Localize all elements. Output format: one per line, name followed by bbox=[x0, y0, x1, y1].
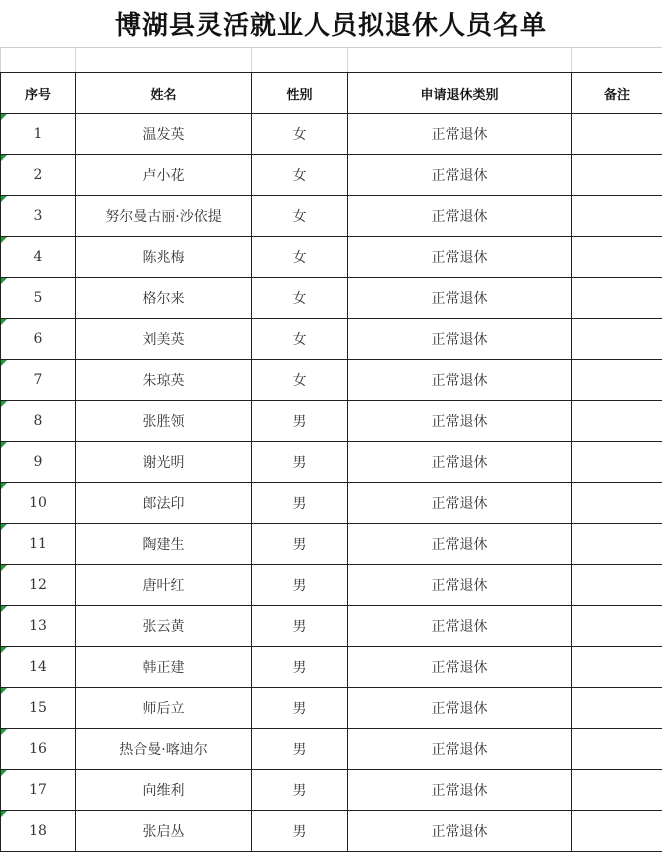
index-cell[interactable] bbox=[1, 401, 76, 442]
table-row bbox=[1, 155, 662, 196]
gender-cell-text: 男 bbox=[293, 742, 307, 758]
retirement-type-cell-text: 正常退休 bbox=[432, 414, 488, 430]
gender-cell[interactable] bbox=[252, 155, 348, 196]
name-cell[interactable] bbox=[76, 770, 252, 811]
cell-marker-icon bbox=[1, 811, 7, 817]
index-cell-text: 17 bbox=[29, 782, 47, 798]
index-cell-text: 1 bbox=[34, 126, 43, 142]
retirement-type-cell-text: 正常退休 bbox=[432, 619, 488, 635]
retirement-type-cell-text: 正常退休 bbox=[432, 701, 488, 717]
cell-marker-icon bbox=[1, 565, 7, 571]
cell-marker-icon bbox=[1, 155, 7, 161]
name-cell-text: 张胜领 bbox=[143, 414, 185, 430]
blank-cell[interactable] bbox=[252, 48, 348, 73]
cell-marker-icon bbox=[1, 729, 7, 735]
name-cell[interactable] bbox=[76, 483, 252, 524]
name-cell[interactable] bbox=[76, 401, 252, 442]
retirement-type-cell-text: 正常退休 bbox=[432, 250, 488, 266]
retirement-type-cell[interactable] bbox=[348, 319, 572, 360]
retirement-type-cell-text: 正常退休 bbox=[432, 168, 488, 184]
retirement-type-cell-text: 正常退休 bbox=[432, 660, 488, 676]
note-cell[interactable] bbox=[572, 196, 662, 237]
blank-row bbox=[1, 48, 662, 73]
retirement-type-cell[interactable] bbox=[348, 196, 572, 237]
retirement-type-cell[interactable] bbox=[348, 237, 572, 278]
index-cell-text: 5 bbox=[34, 290, 43, 306]
retirement-type-cell-text: 正常退休 bbox=[432, 496, 488, 512]
retirement-type-cell-text: 正常退休 bbox=[432, 455, 488, 471]
table-row bbox=[1, 524, 662, 565]
gender-cell[interactable] bbox=[252, 483, 348, 524]
name-cell[interactable] bbox=[76, 606, 252, 647]
gender-cell-text: 男 bbox=[293, 496, 307, 512]
column-header-gender[interactable]: 性别 bbox=[252, 73, 348, 114]
table-row bbox=[1, 688, 662, 729]
blank-cell[interactable] bbox=[76, 48, 252, 73]
index-cell[interactable] bbox=[1, 811, 76, 852]
gender-cell[interactable] bbox=[252, 606, 348, 647]
cell-marker-icon bbox=[1, 319, 7, 325]
cell-marker-icon bbox=[1, 401, 7, 407]
index-cell-text: 3 bbox=[34, 208, 43, 224]
name-cell-text: 向维利 bbox=[143, 783, 185, 799]
index-cell[interactable] bbox=[1, 647, 76, 688]
retirement-type-cell[interactable] bbox=[348, 647, 572, 688]
gender-cell[interactable] bbox=[252, 729, 348, 770]
cell-marker-icon bbox=[1, 647, 7, 653]
blank-cell[interactable] bbox=[348, 48, 572, 73]
index-cell[interactable] bbox=[1, 524, 76, 565]
gender-cell[interactable] bbox=[252, 196, 348, 237]
retirement-type-cell[interactable] bbox=[348, 811, 572, 852]
index-cell[interactable] bbox=[1, 729, 76, 770]
name-cell-text: 温发英 bbox=[143, 127, 185, 143]
gender-cell-text: 男 bbox=[293, 455, 307, 471]
name-cell-text: 谢光明 bbox=[143, 455, 185, 471]
note-cell[interactable] bbox=[572, 278, 662, 319]
index-cell[interactable] bbox=[1, 155, 76, 196]
name-cell[interactable] bbox=[76, 729, 252, 770]
note-cell[interactable] bbox=[572, 688, 662, 729]
cell-marker-icon bbox=[1, 483, 7, 489]
name-cell[interactable] bbox=[76, 278, 252, 319]
retirement-type-cell[interactable] bbox=[348, 360, 572, 401]
index-cell[interactable] bbox=[1, 565, 76, 606]
cell-marker-icon bbox=[1, 606, 7, 612]
gender-cell-text: 女 bbox=[293, 250, 307, 266]
name-cell-text: 努尔曼古丽·沙依提 bbox=[105, 209, 221, 225]
name-cell-text: 刘美英 bbox=[143, 332, 185, 348]
index-cell-text: 14 bbox=[29, 659, 47, 675]
gender-cell-text: 女 bbox=[293, 209, 307, 225]
index-cell-text: 10 bbox=[29, 495, 47, 511]
note-cell[interactable] bbox=[572, 565, 662, 606]
index-cell-text: 18 bbox=[29, 823, 47, 839]
note-cell[interactable] bbox=[572, 729, 662, 770]
index-cell[interactable] bbox=[1, 442, 76, 483]
name-cell-text: 师后立 bbox=[143, 701, 185, 717]
gender-cell-text: 女 bbox=[293, 291, 307, 307]
retirement-type-cell-text: 正常退休 bbox=[432, 742, 488, 758]
column-header-note[interactable]: 备注 bbox=[572, 73, 662, 114]
table-row bbox=[1, 606, 662, 647]
name-cell[interactable] bbox=[76, 237, 252, 278]
note-cell[interactable] bbox=[572, 319, 662, 360]
gender-cell[interactable] bbox=[252, 278, 348, 319]
retirement-type-cell[interactable] bbox=[348, 401, 572, 442]
gender-cell[interactable] bbox=[252, 114, 348, 155]
note-cell[interactable] bbox=[572, 401, 662, 442]
index-cell-text: 12 bbox=[29, 577, 47, 593]
table-row bbox=[1, 278, 662, 319]
table-row bbox=[1, 360, 662, 401]
index-cell[interactable] bbox=[1, 360, 76, 401]
retirement-type-cell-text: 正常退休 bbox=[432, 332, 488, 348]
table-row bbox=[1, 319, 662, 360]
gender-cell[interactable] bbox=[252, 647, 348, 688]
cell-marker-icon bbox=[1, 360, 7, 366]
table-row bbox=[1, 565, 662, 606]
table-row bbox=[1, 196, 662, 237]
index-cell-text: 15 bbox=[29, 700, 47, 716]
table-row bbox=[1, 237, 662, 278]
gender-cell[interactable] bbox=[252, 524, 348, 565]
retirement-type-cell-text: 正常退休 bbox=[432, 537, 488, 553]
gender-cell-text: 男 bbox=[293, 414, 307, 430]
note-cell[interactable] bbox=[572, 811, 662, 852]
index-cell-text: 8 bbox=[34, 413, 43, 429]
index-cell-text: 6 bbox=[34, 331, 43, 347]
name-cell-text: 朱琼英 bbox=[143, 373, 185, 389]
name-cell[interactable] bbox=[76, 565, 252, 606]
gender-cell[interactable] bbox=[252, 401, 348, 442]
table-row bbox=[1, 442, 662, 483]
index-cell[interactable] bbox=[1, 606, 76, 647]
table-row bbox=[1, 770, 662, 811]
gender-cell-text: 男 bbox=[293, 578, 307, 594]
cell-marker-icon bbox=[1, 278, 7, 284]
retirement-type-cell-text: 正常退休 bbox=[432, 824, 488, 840]
gender-cell-text: 女 bbox=[293, 373, 307, 389]
retirement-type-cell[interactable] bbox=[348, 565, 572, 606]
note-cell[interactable] bbox=[572, 114, 662, 155]
retirement-type-cell[interactable] bbox=[348, 114, 572, 155]
note-cell[interactable] bbox=[572, 770, 662, 811]
table-row bbox=[1, 647, 662, 688]
column-header-name[interactable]: 姓名 bbox=[76, 73, 252, 114]
table-row bbox=[1, 729, 662, 770]
index-cell-text: 9 bbox=[34, 454, 43, 470]
gender-cell-text: 女 bbox=[293, 168, 307, 184]
gender-cell[interactable] bbox=[252, 770, 348, 811]
blank-cell[interactable] bbox=[1, 48, 76, 73]
name-cell[interactable] bbox=[76, 524, 252, 565]
index-cell[interactable] bbox=[1, 278, 76, 319]
retirement-type-cell[interactable] bbox=[348, 483, 572, 524]
cell-marker-icon bbox=[1, 688, 7, 694]
cell-marker-icon bbox=[1, 442, 7, 448]
gender-cell[interactable] bbox=[252, 442, 348, 483]
gender-cell[interactable] bbox=[252, 319, 348, 360]
name-cell[interactable] bbox=[76, 442, 252, 483]
index-cell[interactable] bbox=[1, 196, 76, 237]
note-cell[interactable] bbox=[572, 237, 662, 278]
retirement-type-cell-text: 正常退休 bbox=[432, 127, 488, 143]
name-cell[interactable] bbox=[76, 155, 252, 196]
name-cell-text: 张启丛 bbox=[143, 824, 185, 840]
index-cell[interactable] bbox=[1, 319, 76, 360]
gender-cell-text: 男 bbox=[293, 783, 307, 799]
retirement-type-cell-text: 正常退休 bbox=[432, 373, 488, 389]
retiree-table bbox=[0, 48, 662, 852]
document-title: 博湖县灵活就业人员拟退休人员名单 bbox=[0, 0, 662, 48]
name-cell[interactable] bbox=[76, 114, 252, 155]
gender-cell-text: 男 bbox=[293, 619, 307, 635]
name-cell-text: 陶建生 bbox=[143, 537, 185, 553]
name-cell[interactable] bbox=[76, 319, 252, 360]
index-cell[interactable] bbox=[1, 688, 76, 729]
cell-marker-icon bbox=[1, 114, 7, 120]
note-cell[interactable] bbox=[572, 360, 662, 401]
table-row bbox=[1, 483, 662, 524]
index-cell[interactable] bbox=[1, 483, 76, 524]
index-cell-text: 16 bbox=[29, 741, 47, 757]
gender-cell[interactable] bbox=[252, 237, 348, 278]
cell-marker-icon bbox=[1, 237, 7, 243]
name-cell-text: 陈兆梅 bbox=[143, 250, 185, 266]
note-cell[interactable] bbox=[572, 155, 662, 196]
name-cell-text: 唐叶红 bbox=[143, 578, 185, 594]
name-cell-text: 张云黄 bbox=[143, 619, 185, 635]
retirement-type-cell[interactable] bbox=[348, 442, 572, 483]
cell-marker-icon bbox=[1, 196, 7, 202]
cell-marker-icon bbox=[1, 524, 7, 530]
index-cell-text: 4 bbox=[34, 249, 43, 265]
column-header-type[interactable]: 申请退休类别 bbox=[348, 73, 572, 114]
name-cell-text: 韩正建 bbox=[143, 660, 185, 676]
index-cell[interactable] bbox=[1, 114, 76, 155]
name-cell[interactable] bbox=[76, 647, 252, 688]
gender-cell-text: 男 bbox=[293, 701, 307, 717]
gender-cell-text: 男 bbox=[293, 660, 307, 676]
gender-cell-text: 女 bbox=[293, 127, 307, 143]
retirement-type-cell[interactable] bbox=[348, 524, 572, 565]
gender-cell[interactable] bbox=[252, 688, 348, 729]
gender-cell-text: 男 bbox=[293, 824, 307, 840]
retirement-type-cell[interactable] bbox=[348, 606, 572, 647]
retirement-type-cell[interactable] bbox=[348, 688, 572, 729]
retirement-type-cell-text: 正常退休 bbox=[432, 291, 488, 307]
retirement-type-cell[interactable] bbox=[348, 278, 572, 319]
index-cell[interactable] bbox=[1, 237, 76, 278]
retirement-type-cell-text: 正常退休 bbox=[432, 209, 488, 225]
gender-cell[interactable] bbox=[252, 811, 348, 852]
note-cell[interactable] bbox=[572, 647, 662, 688]
note-cell[interactable] bbox=[572, 442, 662, 483]
name-cell[interactable] bbox=[76, 360, 252, 401]
header-row bbox=[1, 73, 662, 114]
retirement-type-cell-text: 正常退休 bbox=[432, 578, 488, 594]
note-cell[interactable] bbox=[572, 606, 662, 647]
gender-cell-text: 男 bbox=[293, 537, 307, 553]
name-cell[interactable] bbox=[76, 196, 252, 237]
table-row bbox=[1, 114, 662, 155]
index-cell-text: 11 bbox=[29, 536, 47, 552]
cell-marker-icon bbox=[1, 770, 7, 776]
name-cell[interactable] bbox=[76, 811, 252, 852]
index-cell-text: 13 bbox=[29, 618, 47, 634]
blank-cell[interactable] bbox=[572, 48, 662, 73]
retirement-type-cell[interactable] bbox=[348, 770, 572, 811]
column-header-index[interactable]: 序号 bbox=[1, 73, 76, 114]
gender-cell-text: 女 bbox=[293, 332, 307, 348]
note-cell[interactable] bbox=[572, 483, 662, 524]
gender-cell[interactable] bbox=[252, 565, 348, 606]
gender-cell[interactable] bbox=[252, 360, 348, 401]
name-cell-text: 卢小花 bbox=[143, 168, 185, 184]
table-row bbox=[1, 401, 662, 442]
name-cell-text: 格尔来 bbox=[143, 291, 185, 307]
index-cell-text: 2 bbox=[34, 167, 43, 183]
retirement-type-cell[interactable] bbox=[348, 155, 572, 196]
table-row bbox=[1, 811, 662, 852]
retirement-type-cell-text: 正常退休 bbox=[432, 783, 488, 799]
name-cell-text: 郎法印 bbox=[143, 496, 185, 512]
index-cell-text: 7 bbox=[34, 372, 43, 388]
retirement-type-cell[interactable] bbox=[348, 729, 572, 770]
index-cell[interactable] bbox=[1, 770, 76, 811]
name-cell[interactable] bbox=[76, 688, 252, 729]
note-cell[interactable] bbox=[572, 524, 662, 565]
name-cell-text: 热合曼·喀迪尔 bbox=[119, 742, 207, 758]
